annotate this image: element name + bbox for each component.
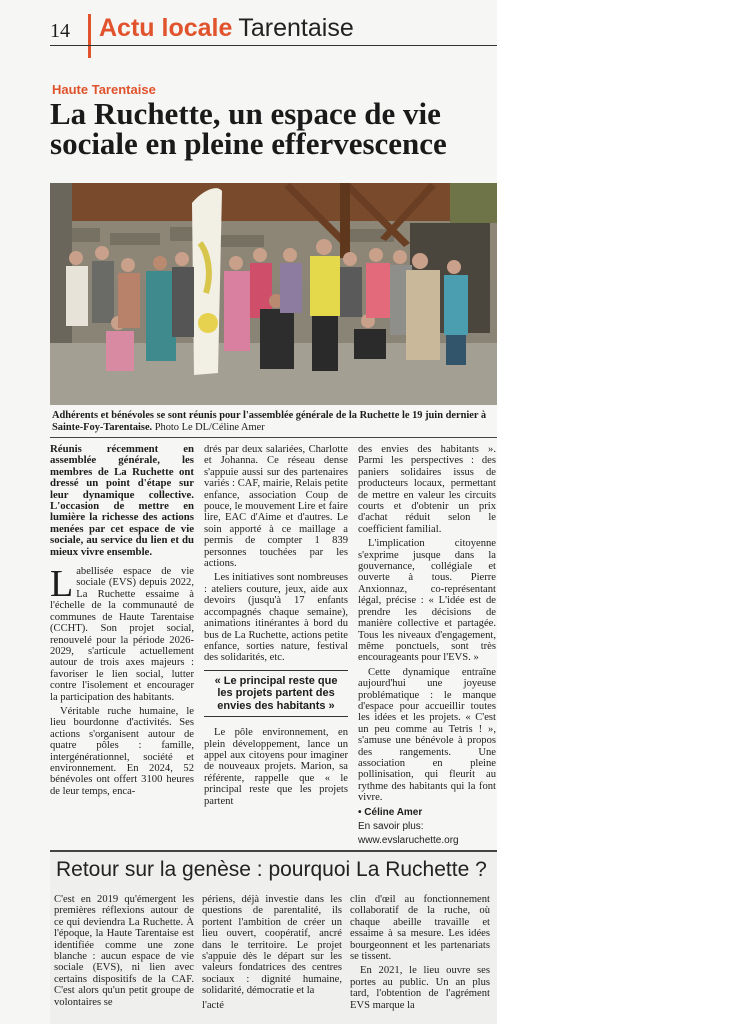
caption-rule	[50, 437, 497, 438]
article-kicker: Haute Tarentaise	[52, 82, 156, 97]
box-paragraph: En 2021, le lieu ouvre ses portes au public. Un an plus tard, l'obtention de l'agrément EVS marque la	[350, 965, 490, 1011]
article-paragraph: drés par deux salariées, Charlotte et Johanna. Ce réseau dense s'appuie aussi sur des partenaires variés : CAF, mairie, Relais petite enfance, association Coup de pouce, le mouvement Lire et faire lire, EAC d'Aime et d'autres. Le soin apporté à ce maillage a permis de compter 1 839 personnes touchées par les actions.	[204, 444, 348, 570]
genesis-box	[50, 850, 497, 1024]
caption-text: Adhérents et bénévoles se sont réunis pour l'assemblée générale de la Ruchette le 19 juin dernier à Sainte-Foy-Tarentaise.	[52, 410, 487, 433]
article-chapo: Réunis récemment en assemblée générale, les membres de La Ruchette ont dressé un point d'étape sur leur dynamique collective. L'occasion de mettre en lumière la richesse des actions menées par cet espace de vie sociale, au service du lien et du mieux vivre ensemble.	[50, 443, 194, 558]
article-paragraph: L'implication citoyenne s'exprime jusque dans la gouvernance, collégiale et ouverte à tous. Pierre Anxionnaz, co-représentant légal, précise : « L'idée est de prendre les décisions de manière collective et partagée. Tous les niveaux d'engagement, même ponctuels, sont très encourageants pour l'EVS. »	[358, 538, 496, 664]
group-photo-illustration	[50, 183, 497, 405]
box-paragraph: l'acté	[202, 999, 224, 1011]
page-number: 14	[50, 20, 70, 42]
article-headline: La Ruchette, un espace de vie sociale en pleine effervescence	[50, 96, 447, 161]
box-column-1	[54, 894, 194, 1011]
article-paragraph: Le pôle environnement, en plein développement, lance un appel aux citoyens pour imaginer de nouveaux projets. Marion, sa référente, rappelle que « le principal reste que les projets partent	[204, 727, 348, 807]
header-accent-bar	[88, 14, 91, 58]
box-paragraph: clin d'œil au fonctionnement collaboratif de la ruche, où chaque abeille travaille et essaime à sa mesure. Les idées bourgeonnent et les partenariats se tissent.	[350, 894, 490, 963]
box-column-3	[350, 894, 490, 1014]
more-info-label: En savoir plus:	[358, 821, 424, 832]
group-photo	[50, 183, 497, 405]
article-paragraph: Cette dynamique entraîne aujourd'hui une joyeuse problématique : le manque d'espace pour accueillir toutes les idées et les projets. « C'est un peu comme au Tetris ! », s'amuse une bénévole à propos des rangements. Une association en pleine pollinisation, qui fleurit au rythme des habitants qui la font vivre.	[358, 666, 496, 804]
box-paragraph: périens, déjà investie dans les questions de parentalité, ils portent l'ambition de créer un lieu ouvert, coopératif, ancré dans le territoire. Le projet s'appuie dès le départ sur les valeurs fondatrices des centres sociaux : dignité humaine, solidarité, démocratie et la	[202, 894, 342, 997]
drop-cap: L	[50, 563, 74, 606]
rubric-main: Actu locale	[99, 14, 233, 42]
article-paragraph-text: abellisée espace de vie sociale (EVS) depuis 2022, La Ruchette essaime à l'échelle de la communauté de communes de Haute Tarentaise (CCHT). Son projet social, renouvelé pour la période 2026-2029, s'articule actuellement autour de trois axes majeurs : favoriser le lien social, lutter contre l'isolement et encourager la participation des habitants.	[50, 566, 194, 703]
box-title: Retour sur la genèse : pourquoi La Ruchette ?	[56, 858, 487, 881]
article-paragraph: Véritable ruche humaine, le lieu bourdonne d'activités. Ses actions s'organisent autour de quatre pôles : famille, intergénérationnel, société et environnement. En 2024, 52 bénévoles ont offert 3100 heures de leur temps, enca-	[50, 705, 194, 797]
article-column-3	[358, 444, 496, 849]
header-rule	[50, 45, 497, 46]
caption-credit: Photo Le DL/Céline Amer	[152, 422, 265, 433]
article-column-2	[204, 444, 348, 810]
rubric-sub: Tarentaise	[238, 14, 354, 42]
blank-margin	[497, 0, 744, 1024]
section-rubric	[99, 14, 354, 43]
more-info-url: www.evslaruchette.org	[358, 835, 459, 846]
photo-caption	[52, 410, 495, 434]
box-paragraph: C'est en 2019 qu'émergent les premières réflexions autour de ce qui deviendra La Ruchette. À l'époque, la Haute Tarentaise est identifiée comme une zone blanche : aucun espace de vie sociale (EVS), ni lien avec certains dispositifs de la CAF. C'est alors qu'un petit groupe de volontaires se	[54, 894, 194, 1008]
article-column-1	[50, 444, 194, 800]
article-paragraph: Les initiatives sont nombreuses : ateliers couture, jeux, aide aux devoirs (jusqu'à 17 enfants accompagnés chaque semaine), animations itinérantes à bord du bus de La Ruchette, actions petite enfance, sorties nature, festival des solidarités, etc.	[204, 572, 348, 664]
author-signature: • Céline Amer	[358, 806, 423, 818]
article-paragraph	[50, 563, 194, 703]
pull-quote: « Le principal reste que les projets partent des envies des habitants »	[204, 670, 348, 718]
article-paragraph: des envies des habitants ». Parmi les perspectives : des paniers solidaires issus de producteurs locaux, permettant de mettre en valeur les circuits courts et d'obtenir un prix d'achat réduit selon le coefficient familial.	[358, 444, 496, 535]
box-column-2	[202, 894, 342, 1014]
